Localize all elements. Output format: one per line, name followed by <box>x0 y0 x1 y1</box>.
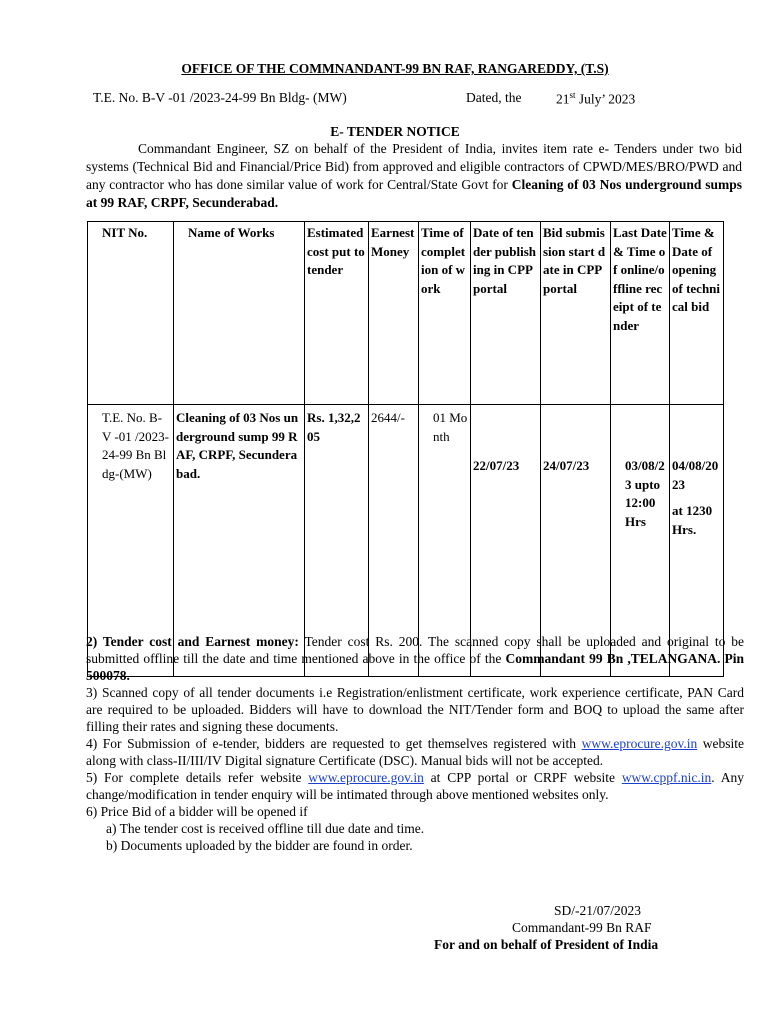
completion-time-cell: 01 Month <box>419 405 471 677</box>
note-3: 3) Scanned copy of all tender documents i.e Registration/enlistment certificate, work experience certificate, PAN Card are required to be uploaded. Bidders will have to download the NIT/Tender form and BOQ to upload the same after filling their rates and signing these documents. <box>86 685 744 734</box>
last-date-cell: 03/08/23 upto 12:00 Hrs <box>611 405 670 677</box>
note-6a: a) The tender cost is received offline till due date and time. <box>106 821 425 836</box>
notice-date: 21st July’ 2023 <box>556 90 636 107</box>
crpf-link[interactable]: www.cppf.nic.in <box>621 770 712 785</box>
office-title: OFFICE OF THE COMMNANDANT-99 BN RAF, RANGAREDDY, (T.S) <box>181 61 609 76</box>
header-cell: Time & Date of opening of technical bid <box>670 222 724 405</box>
publish-date-cell: 22/07/23 <box>471 405 541 677</box>
nit-cell: T.E. No. B-V -01 /2023-24-99 Bn Bldg-(MW) <box>88 405 174 677</box>
bid-start-date-cell: 24/07/23 <box>541 405 611 677</box>
header-cell: Bid submission start date in CPP portal <box>541 222 611 405</box>
header-cell: Earnest Money <box>369 222 419 405</box>
dated-label: Dated, the <box>466 90 522 105</box>
header-cell: Time of completion of work <box>419 222 471 405</box>
note-6: 6) Price Bid of a bidder will be opened if <box>86 804 308 819</box>
note-6b: b) Documents uploaded by the bidder are found in order. <box>106 838 413 853</box>
signatory-designation: Commandant-99 Bn RAF <box>512 920 652 935</box>
earnest-money-cell: 2644/- <box>369 405 419 677</box>
eprocure-link[interactable]: www.eprocure.gov.in <box>308 770 424 785</box>
estimated-cost-cell: Rs. 1,32,205 <box>305 405 369 677</box>
note-2: 2) Tender cost and Earnest money: Tender cost Rs. 200. The scanned copy shall be uploaded and original to be submitted offline till the date and time mentioned above in the office of the Commandant 99 Bn ,TELANGANA. Pin 500078. <box>86 634 745 683</box>
table-header-row <box>88 222 724 405</box>
tender-reference: T.E. No. B-V -01 /2023-24-99 Bn Bldg- (MW) <box>93 90 347 105</box>
note-4: 4) For Submission of e-tender, bidders are requested to get themselves registered with www.eprocure.gov.in website along with class-II/III/IV Digital signature Certificate (DSC). Manual bids will not be accepted. <box>86 736 744 768</box>
header-cell: Estimated cost put to tender <box>305 222 369 405</box>
signatory-authority: For and on behalf of President of India <box>434 937 659 952</box>
header-cell: Date of tender publishing in CPP portal <box>471 222 541 405</box>
notice-heading: E- TENDER NOTICE <box>330 124 460 139</box>
signature-date: SD/-21/07/2023 <box>554 903 642 918</box>
tender-table <box>87 221 724 677</box>
work-name-cell: Cleaning of 03 Nos underground sump 99 RAF, CRPF, Secunderabad. <box>174 405 305 677</box>
header-cell: Name of Works <box>174 222 305 405</box>
eprocure-link[interactable]: www.eprocure.gov.in <box>581 736 698 751</box>
header-cell: Last Date & Time of online/offline receipt of tender <box>611 222 670 405</box>
tender-notes <box>86 633 744 854</box>
note-5: 5) For complete details refer website www.eprocure.gov.in at CPP portal or CRPF website www.cppf.nic.in. Any change/modification in tender enquiry will be intimated through above mentioned websites only. <box>86 770 744 802</box>
opening-date-cell: 04/08/2023 at 1230 Hrs. <box>670 405 724 677</box>
header-cell: NIT No. <box>88 222 174 405</box>
notice-intro: Commandant Engineer, SZ on behalf of the President of India, invites item rate e- Tenders under two bid systems (Technical Bid and Financial/Price Bid) from approved and eligible contractors of CPWD/MES/BRO/PWD and any contractor who has done similar value of work for Central/State Govt for Cleaning of 03 Nos underground sumps at 99 RAF, CRPF, Secunderabad. <box>86 141 742 210</box>
